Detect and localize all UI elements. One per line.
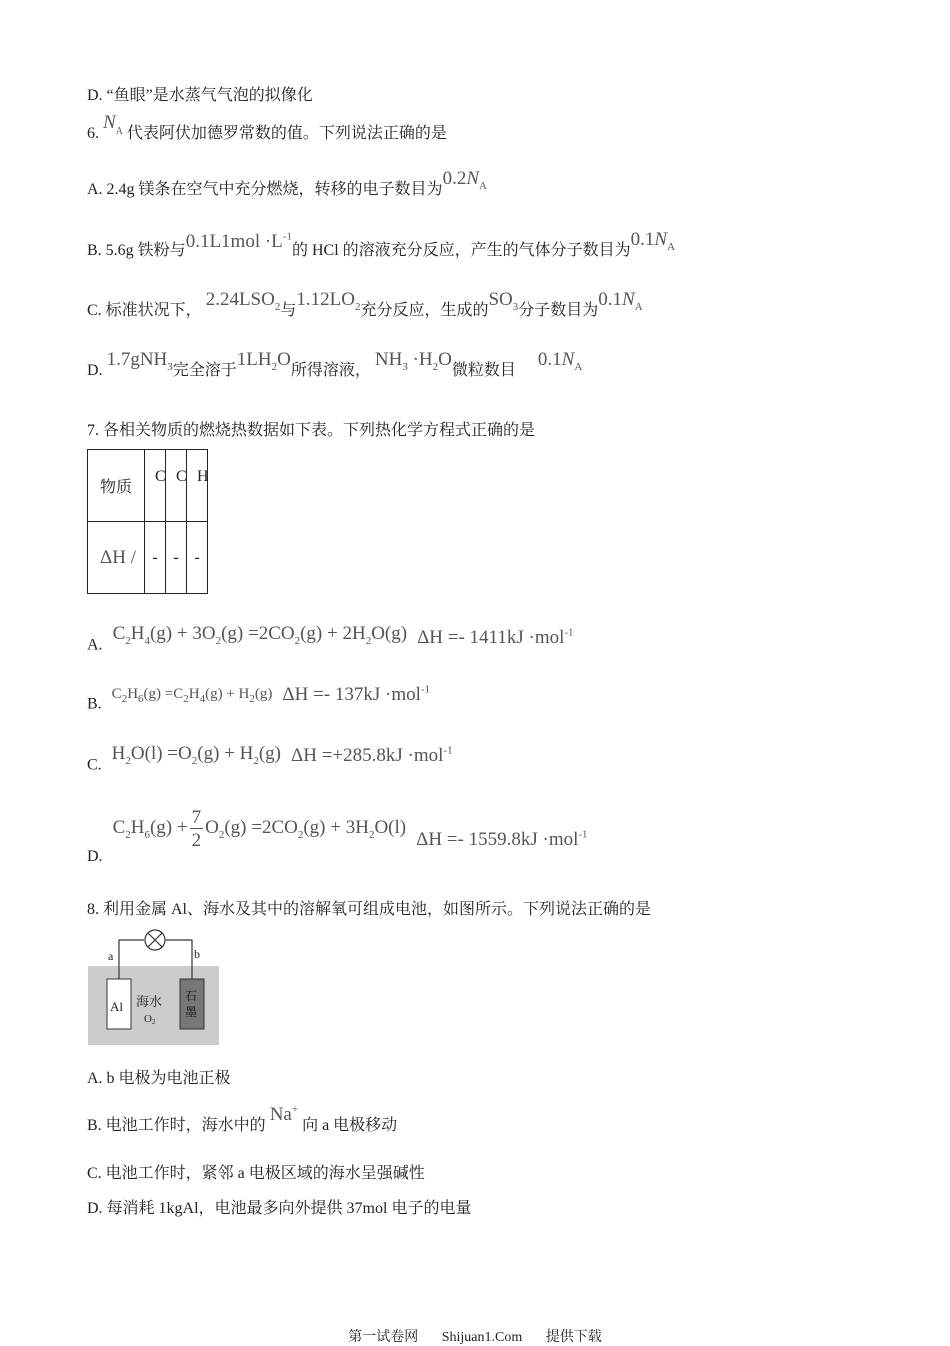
table-cell-3: - — [187, 522, 208, 594]
q8-option-c: C. 电池工作时，紧邻 a 电极区域的海水呈强碱性 — [87, 1165, 425, 1182]
graphite-electrode — [180, 979, 204, 1029]
q8-option-b: B. 电池工作时，海水中的Na+向 a 电极移动 — [87, 1103, 398, 1134]
q7-stem: 7. 各相关物质的燃烧热数据如下表。下列热化学方程式正确的是 — [87, 422, 536, 439]
heat-of-combustion-table — [87, 449, 208, 594]
na-symbol: N — [103, 112, 116, 133]
q6-option-b: B. 5.6g 铁粉与$0.1L1mol \cdot L^{-1}$的 HCl 的溶液充分反应，产生的气体分子数目为$0.1N_A$ — [87, 229, 676, 259]
table-header-substance: 物质 — [88, 450, 145, 522]
q6-option-c: C. 标准状况下， $2.24LSO_2$与$1.12LO_2$充分反应，生成的$SO_3$分子数目为$0.1N_A$ — [87, 289, 643, 319]
lamp-icon — [145, 930, 165, 950]
q8-option-a: A. b 电极为电池正极 — [87, 1070, 231, 1087]
label-a: a — [108, 949, 114, 963]
seawater-label: 海水 — [136, 994, 163, 1009]
table-col-3: H — [197, 467, 209, 485]
q7-option-a: A. $C_2H_4(g) + 3O_2(g) =2CO_2(g) + 2H_2O(g) \Delta H =- 1411kJ \cdot mol^{-1}$ — [87, 623, 574, 654]
q6-stem: 6. $N_A$ 代表阿伏加德罗常数的值。下列说法正确的是 — [87, 112, 447, 142]
footer-site: 第一试卷网 — [348, 1330, 419, 1345]
table-cell-2: - — [166, 522, 187, 594]
table-cell-1: - — [145, 522, 166, 594]
q7-option-b: B. $C_2H_6(g) =C_2H_4(g) + H_2(g) \Delta H =- 137kJ \cdot mol^{-1}$ — [87, 684, 431, 713]
al-label: Al — [110, 999, 123, 1014]
table-row-label: ΔH / — [100, 546, 136, 568]
table-col-2: C — [176, 467, 187, 485]
graphite-label-1: 石 — [185, 989, 198, 1003]
footer — [0, 1326, 950, 1346]
q6-option-a: A. 2.4g 镁条在空气中充分燃烧，转移的电子数目为$0.2N_A$ — [87, 168, 487, 198]
q5-option-d: D. “鱼眼”是水蒸气气泡的拟像化 — [87, 87, 313, 104]
q6-option-d: D. 1.7gNH$_3$完全溶于$1LH_2O$所得溶液， $NH_3 \cdot H_2O$微粒数目 $0.1N_A$ — [87, 349, 583, 379]
label-b: b — [194, 947, 200, 961]
q8-stem: 8. 利用金属 Al、海水及其中的溶解氧可组成电池，如图所示。下列说法正确的是 — [87, 901, 652, 918]
battery-diagram — [88, 928, 220, 1046]
q7-option-c: C. $H_2O(l) =O_2(g) + H_2(g)$ ΔH =+285.8kJ ·mol$^{-1}$ — [87, 743, 453, 774]
graphite-label-2: 墨 — [185, 1005, 198, 1019]
table-col-1: C — [155, 467, 166, 485]
o2-label: O2 — [144, 1013, 156, 1026]
q7-option-d: D. $C_2H_6(g)$ + $\frac{7}{2}$ $O_2(g) =2CO_2(g) + 3H_2O(l) \Delta H =- 1559.8kJ \cdot mol^{-1}$ — [87, 807, 588, 865]
q8-option-d: D. 每消耗 1kgAl，电池最多向外提供 37mol 电子的电量 — [87, 1200, 472, 1217]
footer-domain[interactable]: Shijuan1.Com — [441, 1330, 523, 1345]
footer-action: 提供下载 — [545, 1330, 602, 1345]
